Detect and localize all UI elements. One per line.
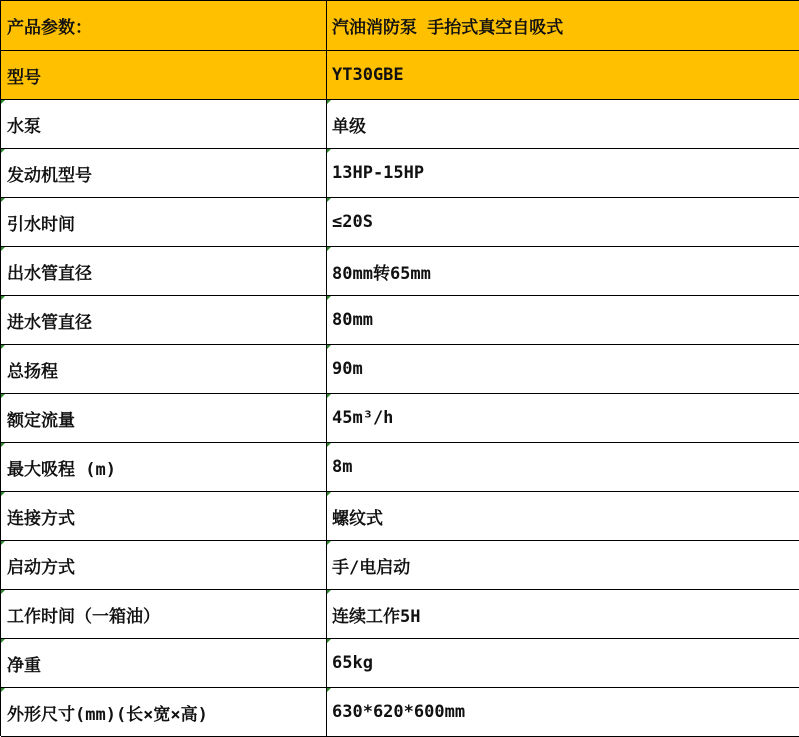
row-label: 工作时间（一箱油）	[1, 590, 327, 639]
row-value: 13HP-15HP	[327, 149, 799, 198]
row-value: 65kg	[327, 639, 799, 688]
row-label: 最大吸程 (m)	[1, 443, 327, 492]
header-label: 产品参数：	[1, 1, 327, 51]
row-label: 总扬程	[1, 345, 327, 394]
row-label: 外形尺寸(mm)(长×宽×高)	[1, 688, 327, 737]
model-value: YT30GBE	[327, 51, 799, 100]
row-label: 进水管直径	[1, 296, 327, 345]
model-label: 型号	[1, 51, 327, 100]
header-value: 汽油消防泵 手抬式真空自吸式	[327, 1, 799, 51]
row-label: 额定流量	[1, 394, 327, 443]
row-value: ≤20S	[327, 198, 799, 247]
row-value: 80mm	[327, 296, 799, 345]
row-label: 启动方式	[1, 541, 327, 590]
row-value: 90m	[327, 345, 799, 394]
row-value: 45m³/h	[327, 394, 799, 443]
row-value: 螺纹式	[327, 492, 799, 541]
row-label: 发动机型号	[1, 149, 327, 198]
row-value: 手/电启动	[327, 541, 799, 590]
row-label: 出水管直径	[1, 247, 327, 296]
row-label: 水泵	[1, 100, 327, 149]
row-label: 引水时间	[1, 198, 327, 247]
row-value: 8m	[327, 443, 799, 492]
row-label: 净重	[1, 639, 327, 688]
row-label: 连接方式	[1, 492, 327, 541]
row-value: 80mm转65mm	[327, 247, 799, 296]
row-value: 630*620*600mm	[327, 688, 799, 737]
row-value: 单级	[327, 100, 799, 149]
row-value: 连续工作5H	[327, 590, 799, 639]
